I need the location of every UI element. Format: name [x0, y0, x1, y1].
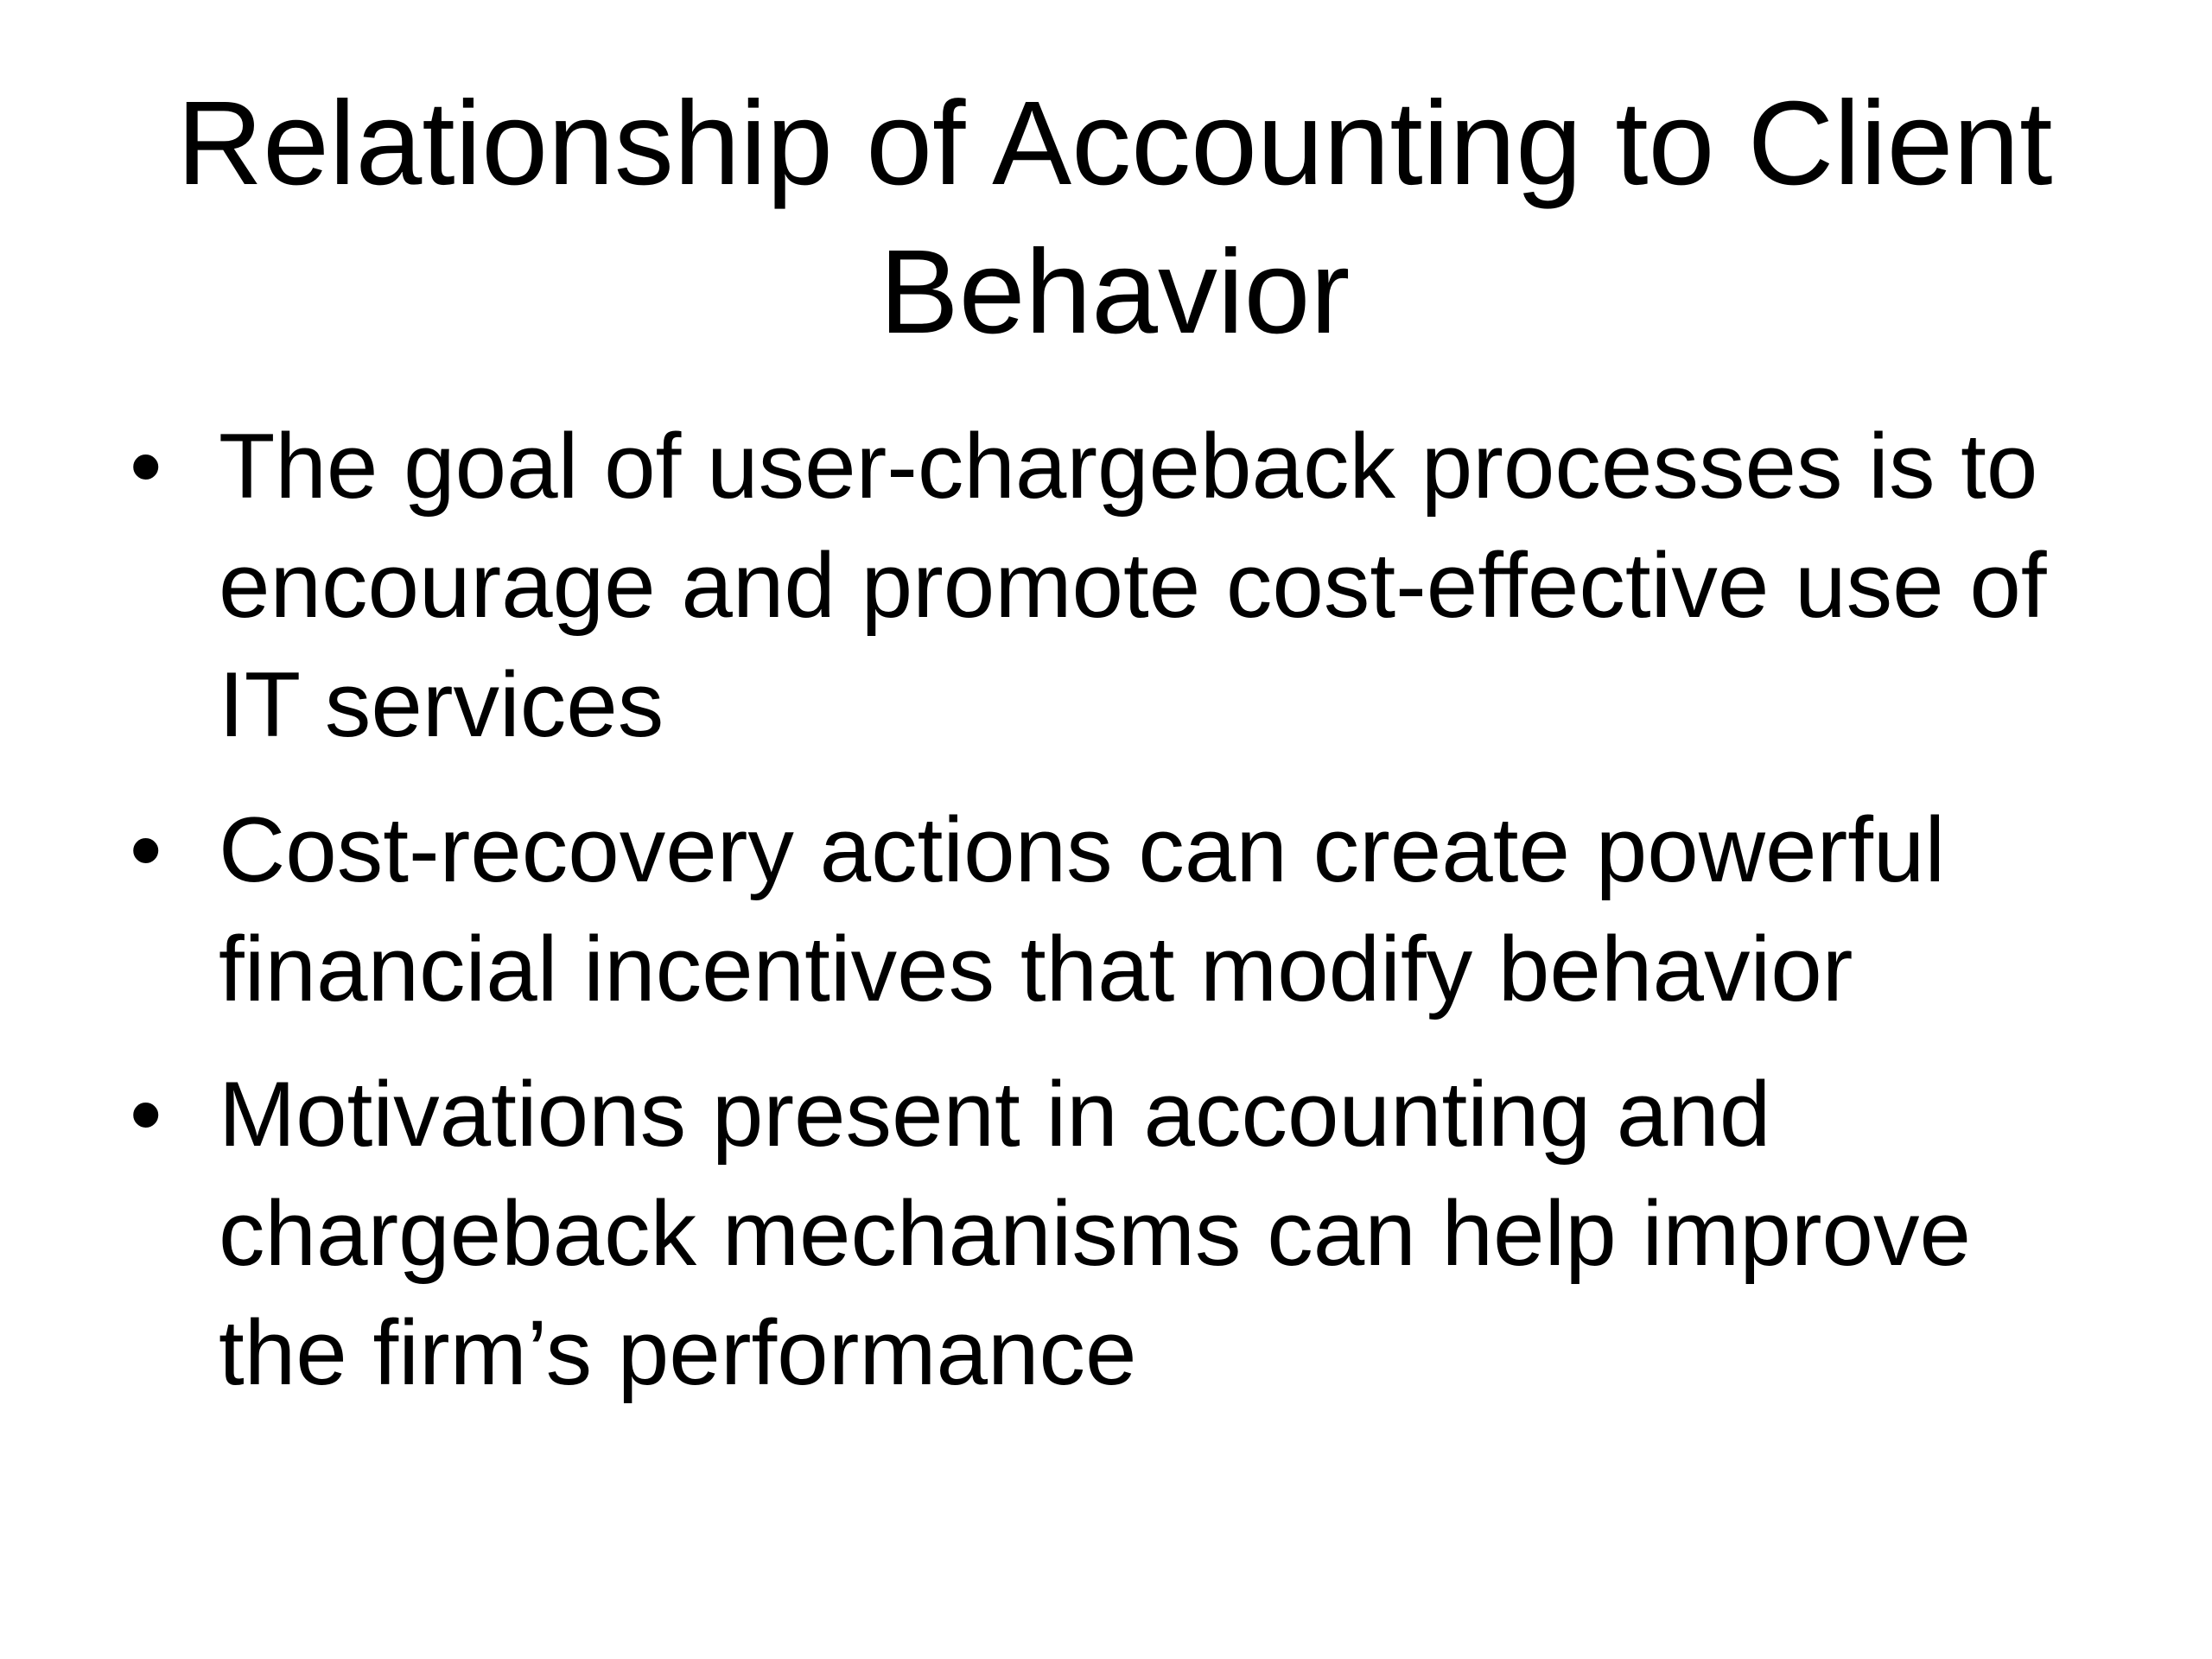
bullet-text: Motivations present in accounting and chargeback mechanisms can help improve the firm’s performance	[219, 1062, 1972, 1404]
bullet-dot-icon: •	[130, 798, 162, 901]
bullet-dot-icon: •	[130, 1062, 162, 1166]
bullet-item	[130, 1054, 2117, 1412]
bullet-text: Cost-recovery actions can create powerful financial incentives that modify behavior	[219, 798, 1946, 1020]
bullet-item	[130, 790, 2117, 1028]
slide-title: Relationship of Accounting to Client Behavior	[176, 77, 2053, 359]
bullet-text: The goal of user-chargeback processes is to encourage and promote cost-effective use of IT services	[219, 414, 2047, 756]
bullet-list	[130, 406, 2117, 1438]
bullet-item	[130, 406, 2117, 764]
bullet-dot-icon: •	[130, 414, 162, 518]
